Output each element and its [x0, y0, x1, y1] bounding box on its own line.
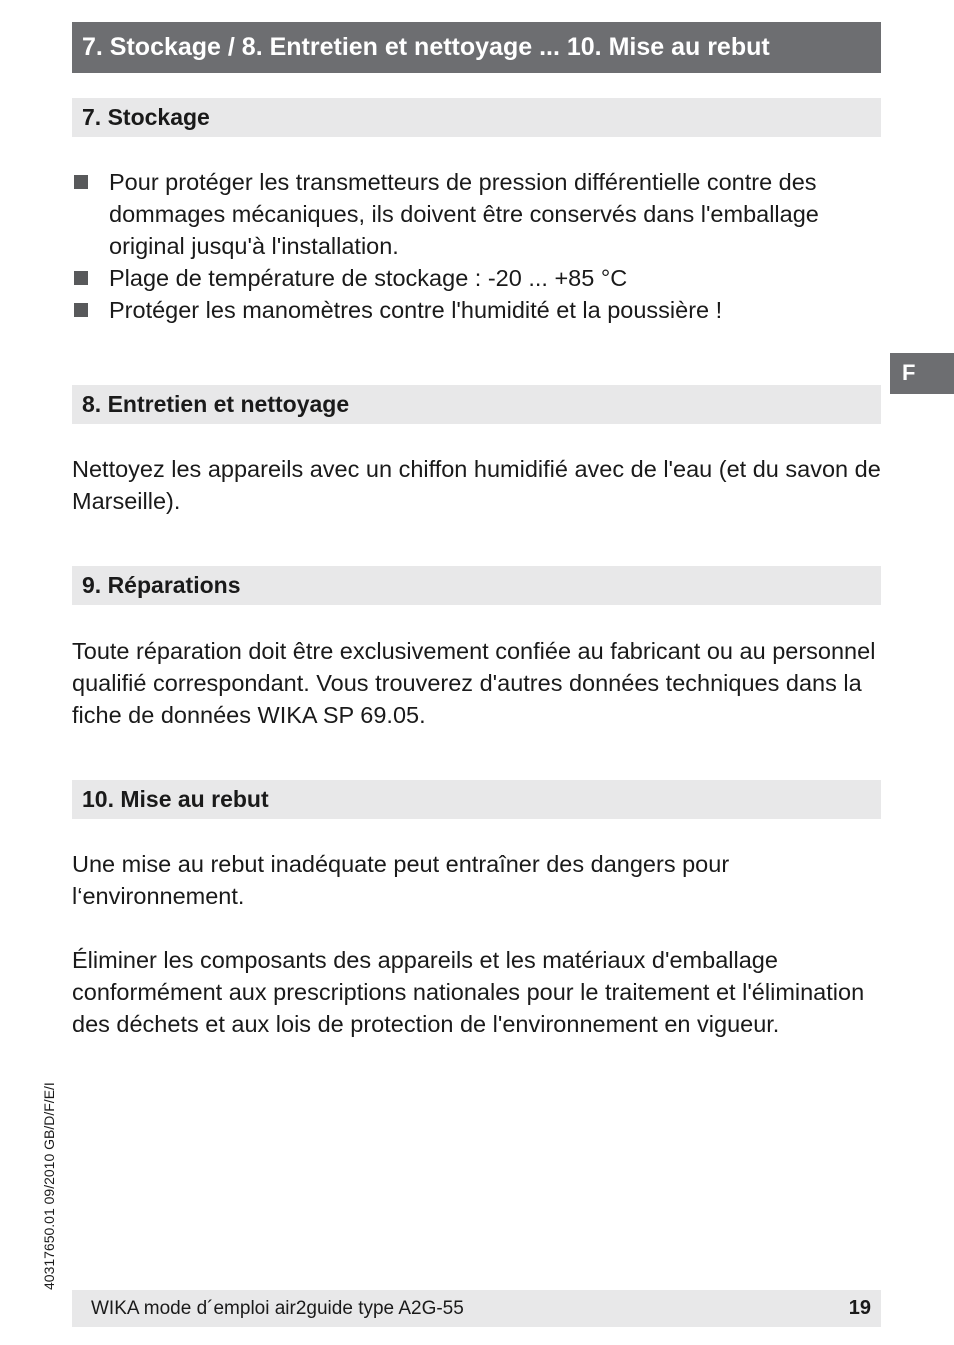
language-tab: F [890, 353, 954, 394]
footer-text: WIKA mode d´emploi air2guide type A2G-55 [91, 1298, 464, 1319]
list-item [72, 166, 884, 262]
document-code: 40317650.01 09/2010 GB/D/F/E/I [41, 1082, 57, 1290]
section-heading-reparations: 9. Réparations [72, 566, 881, 605]
square-bullet-icon [74, 271, 88, 285]
list-item [72, 262, 884, 294]
section-heading-rebut: 10. Mise au rebut [72, 780, 881, 819]
bullet-text: Plage de température de stockage : -20 ... +85 °C [109, 265, 628, 291]
page-footer [72, 1290, 881, 1327]
page-header-title: 7. Stockage / 8. Entretien et nettoyage ... 10. Mise au rebut [72, 22, 881, 73]
section-heading-stockage: 7. Stockage [72, 98, 881, 137]
stockage-bullet-list [72, 166, 884, 326]
bullet-text: Pour protéger les transmetteurs de pression différentielle contre des dommages mécaniques, ils doivent être conservés dans l'emballage original jusqu'à l'installation. [109, 169, 819, 259]
section-heading-entretien: 8. Entretien et nettoyage [72, 385, 881, 424]
entretien-paragraph: Nettoyez les appareils avec un chiffon humidifié avec de l'eau (et du savon de Marseille). [72, 456, 881, 514]
bullet-text: Protéger les manomètres contre l'humidité et la poussière ! [109, 297, 723, 323]
page-number: 19 [848, 1297, 871, 1319]
square-bullet-icon [74, 303, 88, 317]
rebut-paragraph-1: Une mise au rebut inadéquate peut entraîner des dangers pour l‘environnement. [72, 851, 730, 909]
list-item [72, 294, 884, 326]
square-bullet-icon [74, 175, 88, 189]
rebut-paragraph-2: Éliminer les composants des appareils et les matériaux d'emballage conformément aux prescriptions nationales pour le traitement et l'élimination des déchets et aux lois de protection de l'environnement en vigueur. [72, 947, 865, 1037]
reparations-paragraph: Toute réparation doit être exclusivement confiée au fabricant ou au personnel qualifié correspondant. Vous trouverez d'autres données techniques dans la fiche de données WIKA SP 69.05. [72, 638, 876, 728]
